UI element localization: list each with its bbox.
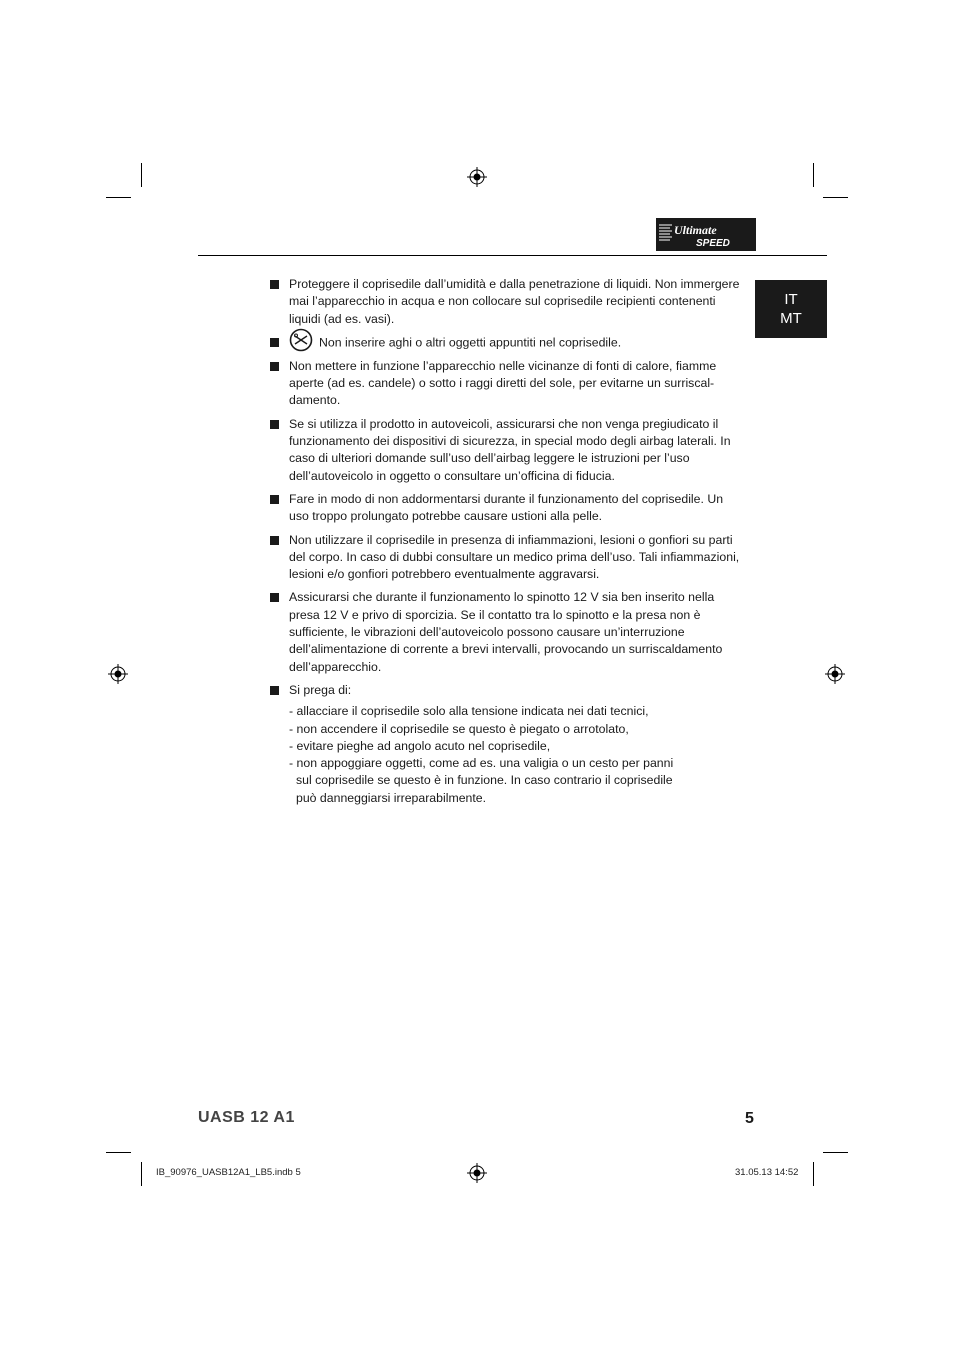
- crop-mark: [813, 1162, 814, 1186]
- bullet-icon: [270, 338, 279, 347]
- list-item: Si prega di: - allacciare il coprisedile solo alla tensione indicata nei dati tecnici, - non accendere il coprisedile se questo è piegato o arrotolato, - evitare pieghe ad angolo acuto nel coprisedile, - non appoggiare oggetti, come ad es. una valigia o un cesto per panni sul coprisedile se questo è in funzione. In caso contrario il coprisedile può danneggiarsi irreparabilmente.: [270, 682, 740, 807]
- list-item: Non inserire aghi o altri oggetti appuntiti nel coprisedile.: [270, 334, 740, 352]
- no-needles-icon: [289, 328, 313, 352]
- list-item: Fare in modo di non addormentarsi durante il funzionamento del coprisedile. Un uso troppo prolungato potrebbe causare ustioni alla pelle.: [270, 491, 740, 526]
- crop-mark: [813, 163, 814, 187]
- svg-text:SPEED: SPEED: [696, 238, 730, 249]
- model-number: UASB 12 A1: [198, 1109, 295, 1126]
- lang-code: MT: [780, 310, 802, 327]
- page-number: 5: [745, 1110, 754, 1127]
- list-item: Non utilizzare il coprisedile in presenza di infiammazioni, lesioni o gonfiori su parti del corpo. In caso di dubbi consultare un medico prima dell’uso. Tali infiammazioni, lesioni e/o gonfiori potrebbero eventualmente aggravarsi.: [270, 532, 740, 584]
- list-item: Se si utilizza il prodotto in autoveicoli, assicurarsi che non venga pregiudicato il funzionamento dei dispositivi di sicurezza, in special modo degli airbag laterali. In caso di ulteriori domande sull’uso dell’airbag leggere le istruzioni per l’uso dell’autoveicolo in oggetto o consultare un’officina di fiducia.: [270, 416, 740, 485]
- list-item: Proteggere il coprisedile dall’umidità e dalla penetrazione di liquidi. Non immergere mai l’apparecchio in acqua e non collocare sul coprisedile recipienti contenenti liquidi (ad es. vasi).: [270, 276, 740, 328]
- bullet-icon: [270, 593, 279, 602]
- bullet-icon: [270, 686, 279, 695]
- sub-list-continuation: può danneggiarsi irreparabilmente.: [296, 790, 487, 805]
- sub-list-item: - non appoggiare oggetti, come ad es. una valigia o un cesto per panni: [289, 756, 674, 771]
- bullet-icon: [270, 362, 279, 371]
- sub-list-continuation: sul coprisedile se questo è in funzione. In caso contrario il coprisedile: [296, 773, 673, 788]
- sub-list-item: - allacciare il coprisedile solo alla tensione indicata nei dati tecnici,: [289, 704, 649, 719]
- lang-code: IT: [784, 291, 798, 308]
- header-rule: [198, 255, 827, 256]
- crop-mark: [106, 197, 131, 198]
- ultimate-speed-logo: [656, 218, 756, 251]
- list-item: Assicurarsi che durante il funzionamento lo spinotto 12 V sia ben inserito nella presa 12 V e privo di sporcizia. Se il contatto tra lo spinotto e la presa non è sufficiente, le vibrazioni dell’autoveicolo possono causare un’interruzione dell’alimentazione di corrente a brevi intervalli, provocando un surriscaldamento dell’apparecchio.: [270, 589, 740, 675]
- sub-list-item: - evitare pieghe ad angolo acuto nel coprisedile,: [289, 738, 551, 753]
- bullet-icon: [270, 280, 279, 289]
- crop-mark: [823, 1152, 848, 1153]
- registration-mark-icon: [825, 664, 845, 684]
- crop-mark: [141, 1162, 142, 1186]
- print-slug-file: IB_90976_UASB12A1_LB5.indb 5: [156, 1167, 301, 1178]
- safety-instructions: [270, 276, 740, 813]
- crop-mark: [823, 197, 848, 198]
- sub-list-item: - non accendere il coprisedile se questo è piegato o arrotolato,: [289, 721, 629, 736]
- registration-mark-icon: [467, 1163, 487, 1183]
- sub-list: [289, 703, 740, 807]
- bullet-icon: [270, 536, 279, 545]
- language-tab: [755, 280, 827, 338]
- registration-mark-icon: [108, 664, 128, 684]
- list-item: Non mettere in funzione l’apparecchio nelle vicinanze di fonti di calore, fiamme aperte (ad es. candele) o sotto i raggi diretti del sole, per evitarne un surriscal-damento.: [270, 358, 740, 410]
- crop-mark: [106, 1152, 131, 1153]
- crop-mark: [141, 163, 142, 187]
- registration-mark-icon: [467, 167, 487, 187]
- svg-text:Ultimate: Ultimate: [674, 223, 717, 237]
- bullet-icon: [270, 495, 279, 504]
- bullet-icon: [270, 420, 279, 429]
- print-slug-date: 31.05.13 14:52: [735, 1167, 799, 1178]
